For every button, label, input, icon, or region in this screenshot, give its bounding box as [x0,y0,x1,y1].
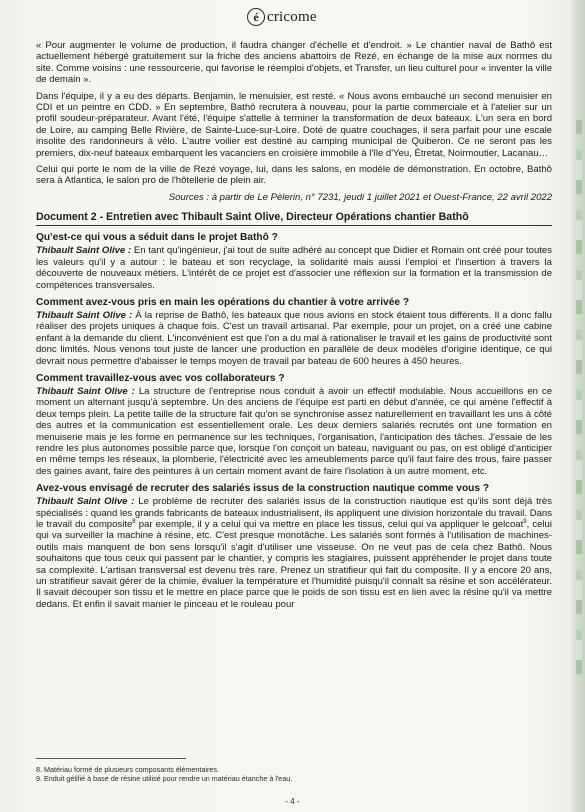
interview-question-4: Avez-vous envisagé de recruter des salariés issus de la construction nautique comme vous ? [36,483,490,495]
footnote-ref-9: 9 [523,518,527,525]
footnote-divider [36,758,186,759]
interview-answer-3 [36,386,552,477]
answer-text: À la reprise de Bathô, les bateaux que nous avions en stock étaient tous différents. Il a donc fallu réaliser des projets uniques à chaque fois. C'est un travail artisanal. Par exemple, pour un projet, on a créé une cabine enfant à la demande du client. L'inconvénient est que l'on a du mal à rationaliser le travail et les gains de productivité sont donc limités. Nous venons tout juste de lancer une production en parallèle de deux modèles d'origine identique, ce qui devrait nous permettre d'abaisser le temps moyen de travail par bateau de 600 heures à 450 heures. [36,309,552,367]
speaker-name: Thibault Saint Olive : [36,496,135,508]
article-paragraph-3: Celui qui porte le nom de la ville de Rezé voyage, lui, dans les salons, en modèle de démonstration. En octobre, Bathô sera à Atlantica, le salon pro de l'hôtellerie de plein air. [36,164,552,187]
answer-text: La structure de l'entreprise nous conduit à avoir un effectif modulable. Nous accueillons en ce moment un alternant jusqu'à septembre. Un des anciens de l'équipe est parti en début d'année, ce qui amène l'effectif à deux temps plein. La petite taille de la structure fait qu'on se synchronise assez naturellement en travaillant les uns à côté des autres et la communication est essentiellement orale. Les deux derniers salariés recrutés ont une formation en menuiserie mais je les forme en permanence sur les techniques, l'organisation, l'anticipation des tâches. J'essaie de les rendre les plus autonomes possible parce que, lorsque l'on conçoit un bateau, naviguant ou pas, on est obligé d'anticiper en même temps les réseaux, la plomberie, l'électricité avec les ameublements parce qu'il faut faire des trous, faire passer des gaines avant, faire des peintures à un certain moment avant de faire l'isolation à un autre moment, etc. [36,385,553,477]
interview-question-2: Comment avez-vous pris en main les opérations du chantier à votre arrivée ? [36,296,410,308]
document-body [36,40,552,610]
speaker-name: Thibault Saint Olive : [36,385,135,397]
interview-answer-4 [36,496,552,610]
article-paragraph-2: Dans l'équipe, il y a eu des départs. Benjamin, le menuisier, est resté. « Nous avons embauché un second menuisier en CDI et un peintre en CDD. » En septembre, Bathô recrutera à nouveau, pour la partie commerciale et à l'atelier sur un profil soudeur-préparateur. Avant l'été, l'équipe s'attelle à terminer la transformation de deux bateaux. L'un sera en bord de Loire, au camping Belle Rivière, de Sainte-Luce-sur-Loire. Doté de quatre couchages, il sera parfait pour une escale insolite des randonneurs à vélo. L'autre voilier est destiné au camping municipal de Quiberon. Ce ne seront pas les premiers, dix-neuf bateaux embarquent les vacanciers en croisière immobile à l'île d'Yeu, Étretat, Noirmoutier, Lacanau… [36,90,552,159]
ecricome-logo [247,6,317,28]
interview-question-3: Comment travaillez-vous avec vos collaborateurs ? [36,372,285,384]
document-2-title: Document 2 - Entretien avec Thibault Saint Olive, Directeur Opérations chantier Bathô [36,211,552,226]
article-paragraph-1: « Pour augmenter le volume de production, il faudra changer d'échelle et d'endroit. » Le chantier naval de Bathô est actuellement hébergé gratuitement sur la friche des anciens abattoirs de Rezé, en échange de la mise aux normes du site. Comme voisins : une ressourcerie, qui favorise le réemploi d'objets, et Transfer, un lieu culturel pour « inventer la ville de demain ». [36,40,553,86]
speaker-name: Thibault Saint Olive : [36,245,132,257]
article-source: Sources : à partir de Le Pèlerin, n° 7231, jeudi 1 juillet 2021 et Ouest-France, 22 avril 2022 [168,191,552,203]
logo-text: cricome [267,8,317,25]
answer-text: par exemple, il y a celui qui va mettre en place les tissus, celui qui va appliquer le gelcoat [135,519,524,530]
interview-answer-2 [36,310,552,367]
interview-question-1: Qu'est-ce qui vous a séduit dans le projet Bathô ? [36,232,278,244]
page-number: - 4 - [285,797,300,806]
page-edge-decoration [576,120,582,680]
answer-text: Le problème de recruter des salariés issus de la construction nautique est qu'ils sont déjà très spécialisés : quand les grands fabricants de bateaux industrialisent, ils appliquent une division horizontale du travail. Dans le travail du composite [36,496,552,530]
footnotes [36,758,552,783]
interview-answer-1 [36,245,552,291]
answer-text: En tant qu'ingénieur, j'ai tout de suite adhéré au concept que Didier et Romain ont créé pour toutes les valeurs qu'il y a autour : le bateau et son recyclage, la solidarité mais aussi l'emploi et l'insertion à travers la découverte de nouveaux métiers. L'intérêt de ce projet est d'associer une réflexion sur la formation et la transmission de compétences transversales. [36,245,552,291]
footnote-8: 8. Matériau formé de plusieurs composants élémentaires. [36,765,219,774]
logo-mark-icon: é [247,8,265,26]
speaker-name: Thibault Saint Olive : [36,309,133,321]
answer-text: , celui qui va surveiller la machine à résine, etc. C'est presque monotâche. Les salariés sont formés à l'utilisation de machines-outils mais manquent de bon sens lorsqu'il s'agit d'utiliser une visseuse. On ne veut pas de cela chez Bathô. Nous souhaitons que tous ceux qui passent par le chantier, y compris les stagiaires, puissent appréhender le projet dans toute sa complexité. L'artisan transversal est devenu très rare. Prenez un stratifieur qui fait du composite. Il y a encore 20 ans, un stratifieur savait gérer de la chimie, évaluer la température et l'humidité puisqu'il connaît sa résine et son accélérateur. Il savait découper son tissu et le mettre en place parce que le poids de son tissu est en lien avec la résine qu'il va mettre dedans. Et enfin il savait manier le pinceau et le rouleau pour [36,519,552,610]
footnote-ref-8: 8 [132,518,136,525]
footnote-9: 9. Enduit gélifié à base de résine utilisé pour rendre un matériau étanche à l'eau. [36,774,293,783]
